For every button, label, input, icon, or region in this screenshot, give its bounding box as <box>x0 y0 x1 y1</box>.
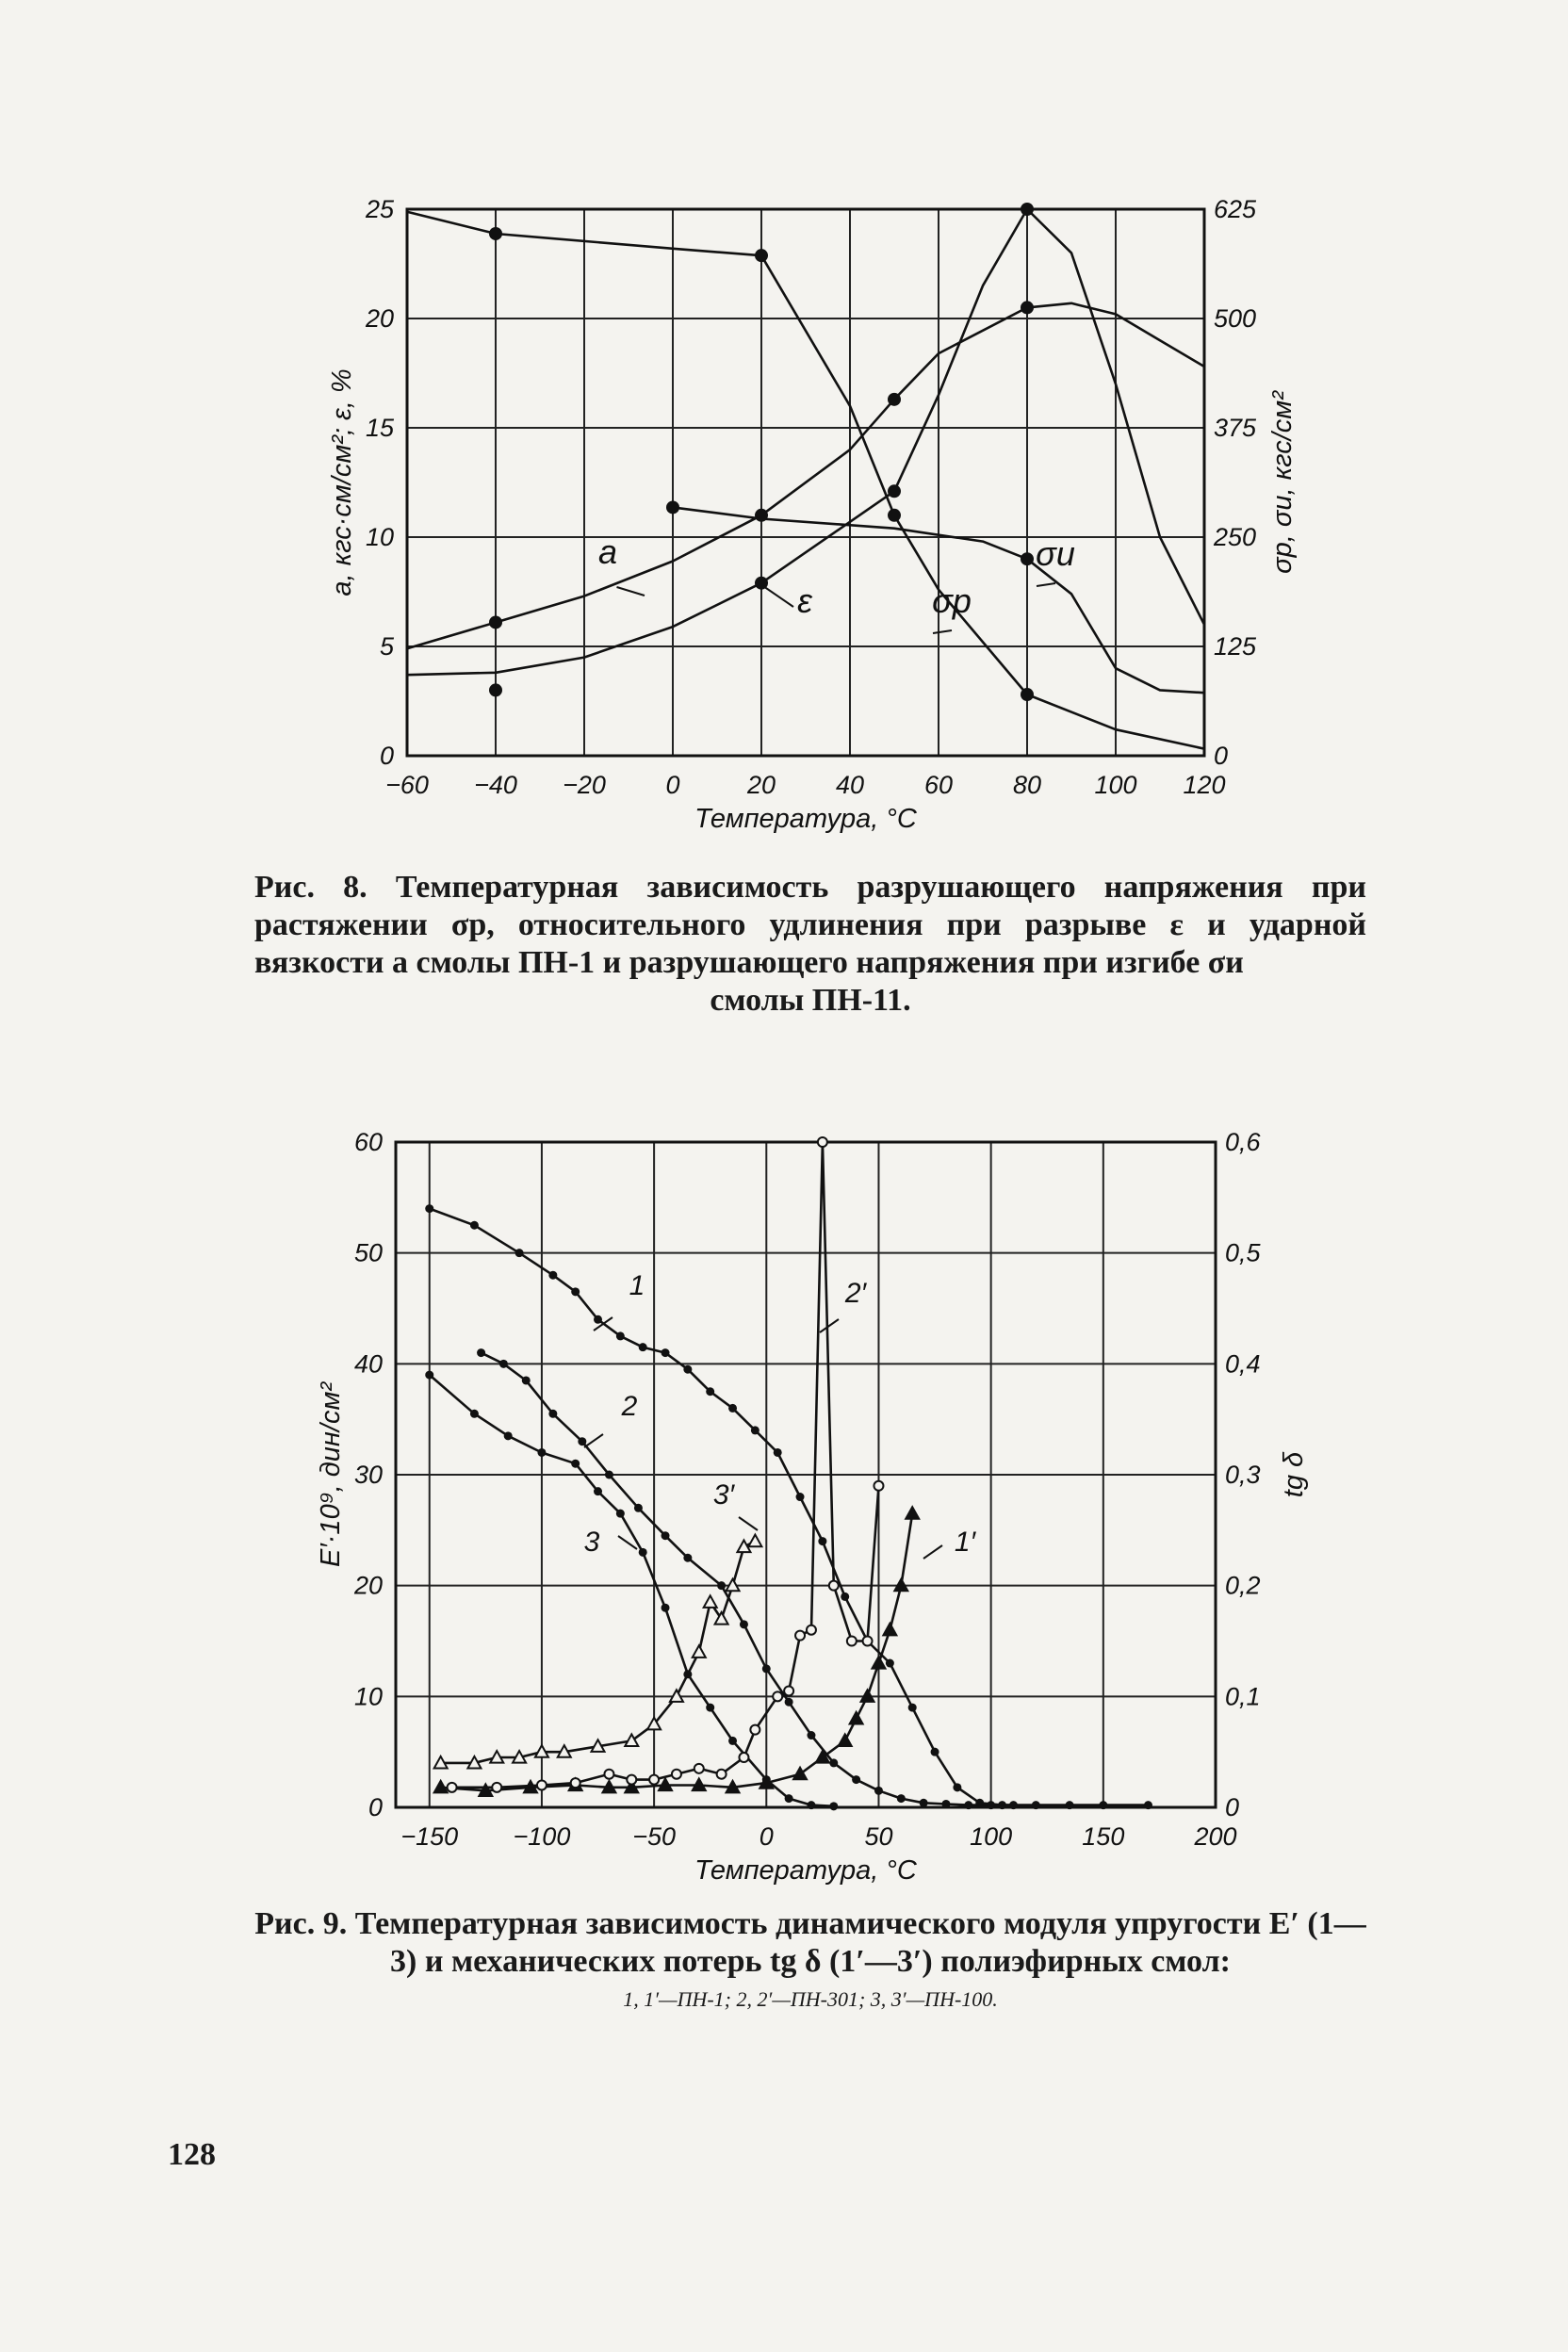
fig9-data-point-3 <box>706 1704 714 1712</box>
fig9-data-point-3 <box>594 1487 602 1495</box>
fig9-y-right-tick-label: 0,2 <box>1225 1571 1261 1600</box>
fig9-data-point-2 <box>662 1531 670 1540</box>
figure8-chart <box>327 195 1298 834</box>
fig9-data-point-3 <box>785 1794 793 1803</box>
fig9-data-point-2 <box>634 1504 643 1512</box>
fig9-curve-label-2′: 2′ <box>844 1278 867 1309</box>
fig8-curve-label-a: a <box>597 532 618 571</box>
fig9-data-point-3′ <box>704 1595 717 1608</box>
fig8-y-left-tick-label: 25 <box>365 195 394 223</box>
fig9-curve-label-1: 1 <box>629 1270 645 1301</box>
fig9-curve-label-3′: 3′ <box>712 1479 735 1511</box>
fig9-x-tick-label: 150 <box>1082 1822 1125 1851</box>
fig9-data-point-2′ <box>784 1686 793 1695</box>
fig8-x-tick-label: 80 <box>1012 771 1042 799</box>
fig9-series-line-1′ <box>441 1513 913 1790</box>
fig9-data-point-2 <box>897 1794 906 1803</box>
fig9-data-point-1 <box>953 1783 961 1791</box>
fig9-data-point-2′ <box>874 1481 883 1491</box>
fig9-data-point-2 <box>987 1801 995 1809</box>
fig9-x-tick-label: 0 <box>759 1822 774 1851</box>
fig9-data-point-3′ <box>693 1645 706 1658</box>
fig9-y-right-tick-label: 0,5 <box>1225 1238 1261 1267</box>
fig8-y-right-tick-label: 625 <box>1214 195 1257 223</box>
fig8-data-point-ε <box>888 393 901 406</box>
fig9-y-right-tick-label: 0 <box>1225 1793 1240 1821</box>
fig9-data-point-1 <box>728 1404 737 1413</box>
fig9-data-point-1′ <box>839 1734 852 1746</box>
fig9-data-point-1 <box>1099 1801 1107 1809</box>
fig9-data-point-3 <box>639 1548 647 1557</box>
fig9-data-point-1 <box>751 1426 760 1434</box>
fig9-data-point-2′ <box>604 1770 613 1779</box>
fig8-curve-label-ε: ε <box>797 581 812 620</box>
fig9-data-point-1′ <box>906 1507 919 1519</box>
fig9-curve-label-3: 3 <box>583 1527 600 1558</box>
fig9-data-point-3 <box>425 1371 433 1380</box>
fig9-y-left-tick-label: 60 <box>353 1128 383 1156</box>
fig8-x-tick-label: 40 <box>835 771 865 799</box>
fig9-data-point-2′ <box>627 1775 636 1785</box>
fig9-y-left-tick-label: 0 <box>368 1793 383 1821</box>
fig8-data-point-σр <box>1021 688 1034 701</box>
fig9-data-point-2 <box>785 1698 793 1707</box>
fig9-series-line-2′ <box>452 1142 879 1788</box>
fig9-y-right-axis-label: tg δ <box>1279 1451 1309 1498</box>
fig9-data-point-2′ <box>829 1581 839 1591</box>
fig9-data-point-2 <box>941 1800 950 1808</box>
fig8-label-leader <box>1037 583 1055 586</box>
fig8-x-tick-label: 20 <box>746 771 776 799</box>
fig9-label-leader <box>923 1545 942 1559</box>
fig9-data-point-2′ <box>750 1725 760 1735</box>
fig9-x-tick-label: −100 <box>513 1822 571 1851</box>
fig9-series-line-2 <box>482 1353 1014 1805</box>
fig8-data-point-a <box>1021 203 1034 216</box>
page-number: 128 <box>168 2137 216 2172</box>
fig8-x-tick-label: 0 <box>665 771 680 799</box>
fig8-data-point-a <box>489 683 502 696</box>
fig9-data-point-1 <box>886 1659 894 1668</box>
fig9-data-point-2 <box>1009 1801 1018 1809</box>
fig9-data-point-3′ <box>748 1535 761 1547</box>
fig9-data-point-3 <box>807 1801 815 1809</box>
fig9-data-point-2 <box>920 1799 928 1807</box>
fig9-data-point-2′ <box>537 1780 547 1789</box>
fig9-data-point-1 <box>931 1748 939 1756</box>
fig9-data-point-1 <box>662 1348 670 1357</box>
fig9-data-point-2 <box>874 1787 883 1795</box>
fig9-data-point-2′ <box>773 1691 782 1701</box>
fig8-label-leader <box>763 586 793 607</box>
fig9-data-point-2 <box>522 1376 531 1384</box>
fig9-y-left-tick-label: 40 <box>353 1349 383 1379</box>
fig9-data-point-2′ <box>818 1137 827 1147</box>
fig9-curve-label-1′: 1′ <box>954 1527 976 1558</box>
fig9-data-point-2 <box>605 1471 613 1479</box>
fig8-data-point-σр <box>888 509 901 522</box>
figure8-caption <box>254 869 1366 1020</box>
fig8-data-point-a <box>888 484 901 498</box>
fig9-data-point-2 <box>829 1758 838 1767</box>
fig9-y-left-tick-label: 20 <box>353 1571 383 1600</box>
fig9-x-tick-label: −150 <box>400 1822 459 1851</box>
fig9-label-leader <box>739 1517 758 1530</box>
fig8-data-point-σр <box>489 227 502 240</box>
fig9-y-left-axis-label: E′·10⁹, дин/см² <box>316 1382 346 1567</box>
fig8-y-right-axis-label: σр, σи, кгс/см² <box>1267 391 1298 574</box>
fig9-x-tick-label: 50 <box>864 1822 893 1851</box>
fig9-data-point-1 <box>774 1448 782 1457</box>
fig9-data-point-2 <box>964 1801 972 1809</box>
fig9-data-point-1 <box>616 1331 625 1340</box>
fig9-data-point-1 <box>571 1287 580 1296</box>
fig8-y-right-tick-label: 0 <box>1214 742 1229 770</box>
fig9-y-left-tick-label: 30 <box>353 1461 383 1489</box>
figure9-legend-line: 1, 1′—ПН-1; 2, 2′—ПН-301; 3, 3′—ПН-100. <box>623 1987 998 2011</box>
fig8-y-right-tick-label: 375 <box>1214 414 1257 442</box>
fig9-data-point-2′ <box>672 1770 681 1779</box>
fig9-data-point-2 <box>717 1581 726 1590</box>
fig9-curve-label-2: 2 <box>621 1391 638 1422</box>
fig9-data-point-2 <box>683 1554 692 1562</box>
fig9-y-right-tick-label: 0,4 <box>1225 1349 1261 1379</box>
fig9-data-point-3 <box>470 1410 479 1418</box>
fig8-curve-label-σр: σр <box>932 581 972 620</box>
fig9-x-axis-label: Температура, °C <box>694 1855 917 1886</box>
fig9-data-point-2′ <box>492 1783 501 1792</box>
fig9-data-point-2′ <box>863 1637 873 1646</box>
fig9-data-point-2′ <box>847 1637 857 1646</box>
fig9-data-point-1 <box>796 1493 805 1501</box>
fig9-data-point-1 <box>1032 1801 1040 1809</box>
fig8-x-tick-label: 100 <box>1094 771 1137 799</box>
fig9-y-left-tick-label: 10 <box>353 1682 383 1711</box>
fig9-data-point-2′ <box>795 1631 805 1641</box>
fig9-x-tick-label: 200 <box>1194 1822 1237 1851</box>
figure8-caption-line3: вязкости a смолы ПН-1 и разрушающего напряжения при изгибе σи <box>254 945 1244 980</box>
fig9-label-leader <box>584 1434 603 1447</box>
fig9-data-point-2′ <box>694 1764 704 1773</box>
fig9-data-point-3 <box>571 1460 580 1468</box>
fig9-y-right-tick-label: 0,1 <box>1225 1682 1261 1711</box>
fig8-y-left-tick-label: 0 <box>379 742 394 770</box>
fig9-data-point-3 <box>537 1448 546 1457</box>
fig9-data-point-2′ <box>807 1625 816 1635</box>
fig8-y-right-tick-label: 125 <box>1214 632 1257 661</box>
fig9-data-point-1 <box>548 1271 557 1280</box>
fig9-data-point-1′ <box>883 1624 896 1636</box>
fig9-data-point-3 <box>662 1604 670 1612</box>
fig9-data-point-1 <box>706 1387 714 1396</box>
fig8-label-leader <box>933 630 952 633</box>
fig9-data-point-1′ <box>872 1657 885 1669</box>
fig9-data-point-1 <box>1144 1801 1152 1809</box>
fig8-y-left-tick-label: 5 <box>379 632 394 661</box>
fig9-y-right-tick-label: 0,6 <box>1225 1128 1261 1156</box>
fig9-data-point-2 <box>807 1731 815 1740</box>
fig8-x-tick-label: −40 <box>474 771 517 799</box>
fig8-y-right-tick-label: 250 <box>1214 523 1257 551</box>
fig8-y-left-tick-label: 20 <box>365 304 394 333</box>
fig9-data-point-2 <box>852 1775 860 1784</box>
fig8-data-point-ε <box>489 615 502 629</box>
figure9-caption-line2: E′ (1—3) и механических потерь tg δ (1′—3′) полиэфирных смол: <box>390 1906 1366 1979</box>
fig8-label-leader <box>617 587 645 596</box>
fig9-data-point-1 <box>841 1592 849 1601</box>
fig9-data-point-2′ <box>448 1783 457 1792</box>
fig9-data-point-2′ <box>571 1778 580 1788</box>
fig9-data-point-1 <box>639 1343 647 1351</box>
fig9-y-left-tick-label: 50 <box>353 1238 383 1267</box>
fig8-y-left-tick-label: 10 <box>365 523 394 551</box>
figure9-caption <box>254 1905 1366 2018</box>
fig9-data-point-3 <box>728 1737 737 1745</box>
fig8-x-tick-label: −60 <box>385 771 429 799</box>
fig9-data-point-1 <box>818 1537 826 1545</box>
fig8-y-right-tick-label: 500 <box>1214 304 1257 333</box>
fig9-data-point-1 <box>594 1315 602 1324</box>
figure8-caption-line1: Рис. 8. Температурная зависимость разрушающего напряжения при <box>254 870 1366 905</box>
fig8-x-axis-label: Температура, °C <box>694 804 917 834</box>
fig9-data-point-2′ <box>649 1775 659 1785</box>
fig9-data-point-1 <box>1066 1801 1074 1809</box>
fig8-data-point-ε <box>1021 301 1034 314</box>
fig9-data-point-2 <box>548 1410 557 1418</box>
fig9-data-point-1 <box>470 1221 479 1230</box>
fig9-data-point-2 <box>578 1437 586 1446</box>
fig9-data-point-2′ <box>739 1753 748 1762</box>
fig9-data-point-2 <box>477 1348 485 1357</box>
fig9-data-point-1 <box>425 1204 433 1213</box>
fig9-x-tick-label: 100 <box>970 1822 1013 1851</box>
fig8-data-point-ε <box>755 509 768 522</box>
figure9-caption-line1: Рис. 9. Температурная зависимость динамического модуля упругости <box>254 1906 1262 1941</box>
fig8-data-point-σр <box>755 249 768 262</box>
fig9-data-point-2 <box>762 1664 771 1673</box>
fig9-label-leader <box>820 1319 839 1332</box>
fig9-data-point-1 <box>515 1249 524 1257</box>
fig8-data-point-σи <box>666 500 679 514</box>
fig9-data-point-2 <box>740 1620 748 1628</box>
fig9-data-point-3 <box>504 1431 513 1440</box>
fig8-curve-label-σи: σи <box>1036 534 1075 573</box>
fig9-y-right-tick-label: 0,3 <box>1225 1461 1261 1489</box>
fig8-x-tick-label: −20 <box>563 771 606 799</box>
fig9-data-point-1 <box>908 1704 917 1712</box>
fig8-x-tick-label: 60 <box>923 771 954 799</box>
figure9-chart <box>316 1128 1309 1886</box>
fig8-y-left-axis-label: a, кгс·см/см²; ε, % <box>327 368 357 596</box>
fig9-data-point-2 <box>499 1360 508 1368</box>
fig9-data-point-2′ <box>717 1770 727 1779</box>
fig9-data-point-3 <box>829 1802 838 1810</box>
figure8-caption-line2: растяжении σр, относительного удлинения при разрыве ε и ударной <box>254 907 1366 942</box>
fig9-series-line-1 <box>430 1209 1149 1805</box>
fig9-data-point-1 <box>683 1365 692 1374</box>
figure8-caption-line4: смолы ПН-11. <box>710 983 911 1018</box>
fig8-x-tick-label: 120 <box>1183 771 1226 799</box>
fig9-x-tick-label: −50 <box>632 1822 677 1851</box>
fig8-y-left-tick-label: 15 <box>365 414 394 442</box>
fig9-data-point-3 <box>616 1510 625 1518</box>
fig9-data-point-1′ <box>850 1712 863 1724</box>
fig8-data-point-σи <box>1021 552 1034 565</box>
